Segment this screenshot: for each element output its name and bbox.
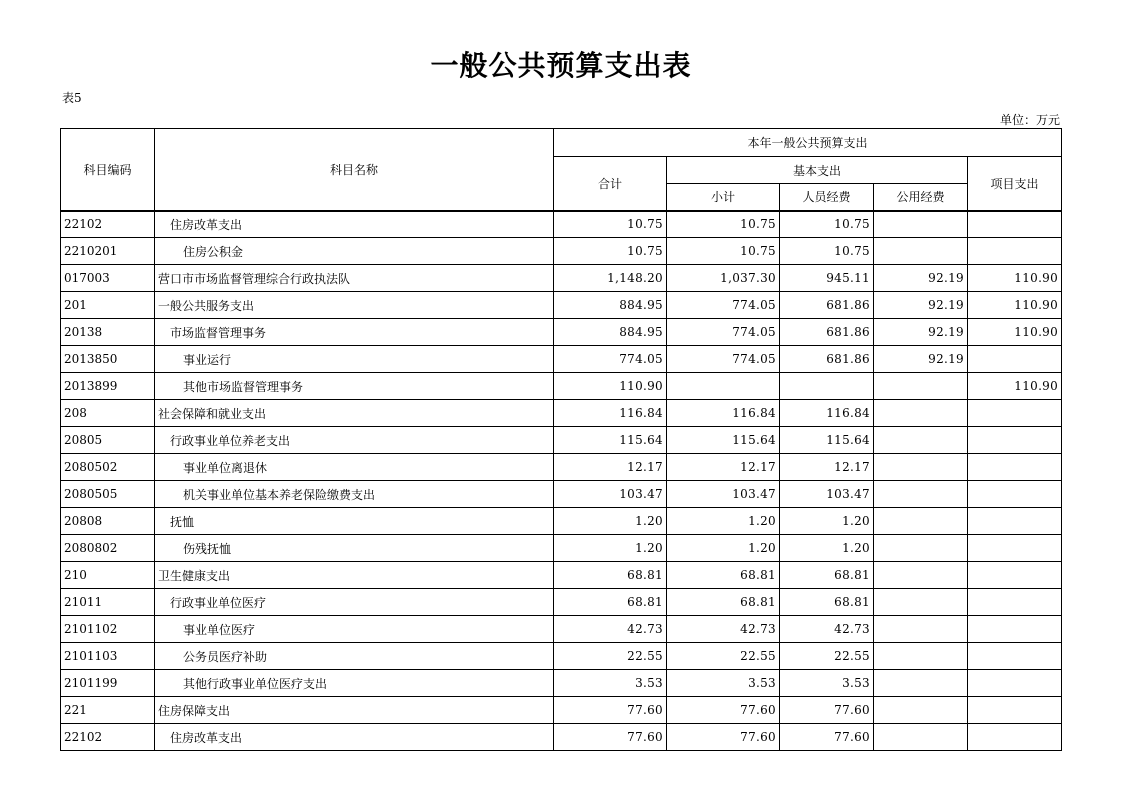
cell-subtotal: [667, 373, 780, 400]
cell-public: [874, 508, 968, 535]
cell-project: [968, 427, 1062, 454]
cell-subtotal: 1,037.30: [667, 265, 780, 292]
table-row: [61, 319, 1062, 346]
cell-code: 2101102: [61, 616, 155, 643]
cell-subtotal: 774.05: [667, 319, 780, 346]
cell-total: 1,148.20: [554, 265, 667, 292]
header-code: 科目编码: [61, 129, 155, 211]
cell-project: [968, 454, 1062, 481]
cell-public: [874, 535, 968, 562]
cell-subtotal: 10.75: [667, 238, 780, 265]
cell-total: 3.53: [554, 670, 667, 697]
table-body: [61, 211, 1062, 751]
cell-subtotal: 68.81: [667, 562, 780, 589]
table-row: [61, 562, 1062, 589]
cell-total: 10.75: [554, 211, 667, 238]
table-row: [61, 670, 1062, 697]
cell-code: 20808: [61, 508, 155, 535]
cell-public: 92.19: [874, 292, 968, 319]
cell-total: 77.60: [554, 724, 667, 751]
cell-personnel: 22.55: [780, 643, 874, 670]
cell-name: 住房保障支出: [155, 697, 554, 724]
cell-project: 110.90: [968, 373, 1062, 400]
cell-subtotal: 774.05: [667, 346, 780, 373]
cell-personnel: 681.86: [780, 319, 874, 346]
cell-project: [968, 508, 1062, 535]
cell-personnel: 1.20: [780, 508, 874, 535]
cell-name: 事业单位医疗: [155, 616, 554, 643]
cell-total: 12.17: [554, 454, 667, 481]
table-row: [61, 535, 1062, 562]
cell-code: 2080502: [61, 454, 155, 481]
cell-total: 68.81: [554, 589, 667, 616]
cell-project: [968, 724, 1062, 751]
cell-subtotal: 12.17: [667, 454, 780, 481]
cell-code: 221: [61, 697, 155, 724]
cell-code: 017003: [61, 265, 155, 292]
table-row: [61, 292, 1062, 319]
cell-total: 77.60: [554, 697, 667, 724]
cell-name: 其他市场监督管理事务: [155, 373, 554, 400]
cell-project: 110.90: [968, 292, 1062, 319]
cell-personnel: 103.47: [780, 481, 874, 508]
cell-code: 2080802: [61, 535, 155, 562]
table-row: [61, 427, 1062, 454]
cell-code: 201: [61, 292, 155, 319]
cell-subtotal: 3.53: [667, 670, 780, 697]
budget-expenditure-table: [60, 128, 1062, 751]
cell-subtotal: 116.84: [667, 400, 780, 427]
cell-code: 2210201: [61, 238, 155, 265]
cell-subtotal: 68.81: [667, 589, 780, 616]
cell-personnel: 945.11: [780, 265, 874, 292]
table-row: [61, 454, 1062, 481]
cell-total: 22.55: [554, 643, 667, 670]
cell-code: 210: [61, 562, 155, 589]
cell-subtotal: 103.47: [667, 481, 780, 508]
cell-project: [968, 670, 1062, 697]
cell-subtotal: 1.20: [667, 508, 780, 535]
cell-subtotal: 77.60: [667, 724, 780, 751]
cell-personnel: 77.60: [780, 724, 874, 751]
cell-name: 机关事业单位基本养老保险缴费支出: [155, 481, 554, 508]
cell-name: 伤残抚恤: [155, 535, 554, 562]
cell-name: 其他行政事业单位医疗支出: [155, 670, 554, 697]
header-project: 项目支出: [968, 157, 1062, 211]
cell-subtotal: 774.05: [667, 292, 780, 319]
table-row: [61, 373, 1062, 400]
cell-total: 103.47: [554, 481, 667, 508]
cell-project: [968, 643, 1062, 670]
table-row: [61, 265, 1062, 292]
cell-name: 住房公积金: [155, 238, 554, 265]
cell-name: 一般公共服务支出: [155, 292, 554, 319]
cell-subtotal: 42.73: [667, 616, 780, 643]
cell-project: [968, 346, 1062, 373]
cell-name: 公务员医疗补助: [155, 643, 554, 670]
cell-subtotal: 1.20: [667, 535, 780, 562]
cell-subtotal: 10.75: [667, 211, 780, 238]
cell-personnel: 68.81: [780, 562, 874, 589]
cell-total: 884.95: [554, 319, 667, 346]
cell-project: [968, 589, 1062, 616]
cell-code: 2013850: [61, 346, 155, 373]
cell-project: [968, 697, 1062, 724]
cell-public: [874, 562, 968, 589]
cell-project: [968, 238, 1062, 265]
cell-project: [968, 400, 1062, 427]
cell-public: 92.19: [874, 346, 968, 373]
cell-total: 1.20: [554, 508, 667, 535]
cell-public: [874, 427, 968, 454]
cell-total: 774.05: [554, 346, 667, 373]
cell-name: 卫生健康支出: [155, 562, 554, 589]
cell-name: 住房改革支出: [155, 724, 554, 751]
table-row: [61, 589, 1062, 616]
cell-project: 110.90: [968, 319, 1062, 346]
unit-label: 单位：万元: [999, 113, 1060, 127]
cell-project: [968, 535, 1062, 562]
table-row: [61, 238, 1062, 265]
cell-public: [874, 211, 968, 238]
cell-code: 20138: [61, 319, 155, 346]
cell-project: [968, 616, 1062, 643]
cell-total: 115.64: [554, 427, 667, 454]
cell-code: 2013899: [61, 373, 155, 400]
header-subtotal: 小计: [667, 184, 780, 211]
table-row: [61, 481, 1062, 508]
cell-public: [874, 400, 968, 427]
cell-personnel: 681.86: [780, 346, 874, 373]
cell-subtotal: 22.55: [667, 643, 780, 670]
cell-name: 抚恤: [155, 508, 554, 535]
header-personnel: 人员经费: [780, 184, 874, 211]
cell-project: [968, 562, 1062, 589]
table-row: [61, 508, 1062, 535]
header-public: 公用经费: [874, 184, 968, 211]
table-row: [61, 211, 1062, 238]
cell-personnel: 42.73: [780, 616, 874, 643]
cell-code: 208: [61, 400, 155, 427]
cell-total: 68.81: [554, 562, 667, 589]
cell-public: [874, 724, 968, 751]
header-name: 科目名称: [155, 129, 554, 211]
table-row: [61, 724, 1062, 751]
cell-public: [874, 670, 968, 697]
cell-project: [968, 481, 1062, 508]
cell-code: 2101199: [61, 670, 155, 697]
cell-public: [874, 616, 968, 643]
cell-code: 21011: [61, 589, 155, 616]
table-number: 表5: [62, 91, 82, 105]
cell-subtotal: 115.64: [667, 427, 780, 454]
header-group: 本年一般公共预算支出: [554, 129, 1062, 157]
cell-personnel: 681.86: [780, 292, 874, 319]
cell-public: [874, 373, 968, 400]
cell-public: [874, 697, 968, 724]
cell-personnel: 77.60: [780, 697, 874, 724]
cell-public: 92.19: [874, 265, 968, 292]
table-row: [61, 643, 1062, 670]
cell-name: 营口市市场监督管理综合行政执法队: [155, 265, 554, 292]
cell-subtotal: 77.60: [667, 697, 780, 724]
cell-total: 1.20: [554, 535, 667, 562]
cell-name: 行政事业单位养老支出: [155, 427, 554, 454]
cell-code: 2101103: [61, 643, 155, 670]
cell-personnel: 68.81: [780, 589, 874, 616]
cell-name: 住房改革支出: [155, 211, 554, 238]
cell-project: 110.90: [968, 265, 1062, 292]
cell-personnel: 1.20: [780, 535, 874, 562]
cell-total: 10.75: [554, 238, 667, 265]
cell-public: [874, 454, 968, 481]
cell-project: [968, 211, 1062, 238]
cell-name: 市场监督管理事务: [155, 319, 554, 346]
cell-personnel: 3.53: [780, 670, 874, 697]
cell-public: [874, 589, 968, 616]
table-header: [61, 129, 1062, 211]
cell-personnel: 116.84: [780, 400, 874, 427]
cell-personnel: 10.75: [780, 238, 874, 265]
cell-total: 116.84: [554, 400, 667, 427]
cell-total: 884.95: [554, 292, 667, 319]
cell-personnel: 115.64: [780, 427, 874, 454]
cell-code: 22102: [61, 211, 155, 238]
cell-public: [874, 481, 968, 508]
table-row: [61, 400, 1062, 427]
cell-name: 行政事业单位医疗: [155, 589, 554, 616]
cell-public: [874, 643, 968, 670]
cell-name: 事业单位离退休: [155, 454, 554, 481]
cell-name: 社会保障和就业支出: [155, 400, 554, 427]
page-title: 一般公共预算支出表: [430, 49, 692, 82]
cell-code: 2080505: [61, 481, 155, 508]
header-total: 合计: [554, 157, 667, 211]
cell-code: 22102: [61, 724, 155, 751]
cell-total: 110.90: [554, 373, 667, 400]
cell-personnel: [780, 373, 874, 400]
table-row: [61, 697, 1062, 724]
cell-personnel: 10.75: [780, 211, 874, 238]
table-row: [61, 346, 1062, 373]
cell-name: 事业运行: [155, 346, 554, 373]
header-basic: 基本支出: [667, 157, 968, 184]
cell-public: 92.19: [874, 319, 968, 346]
cell-total: 42.73: [554, 616, 667, 643]
cell-code: 20805: [61, 427, 155, 454]
cell-personnel: 12.17: [780, 454, 874, 481]
table-row: [61, 616, 1062, 643]
cell-public: [874, 238, 968, 265]
